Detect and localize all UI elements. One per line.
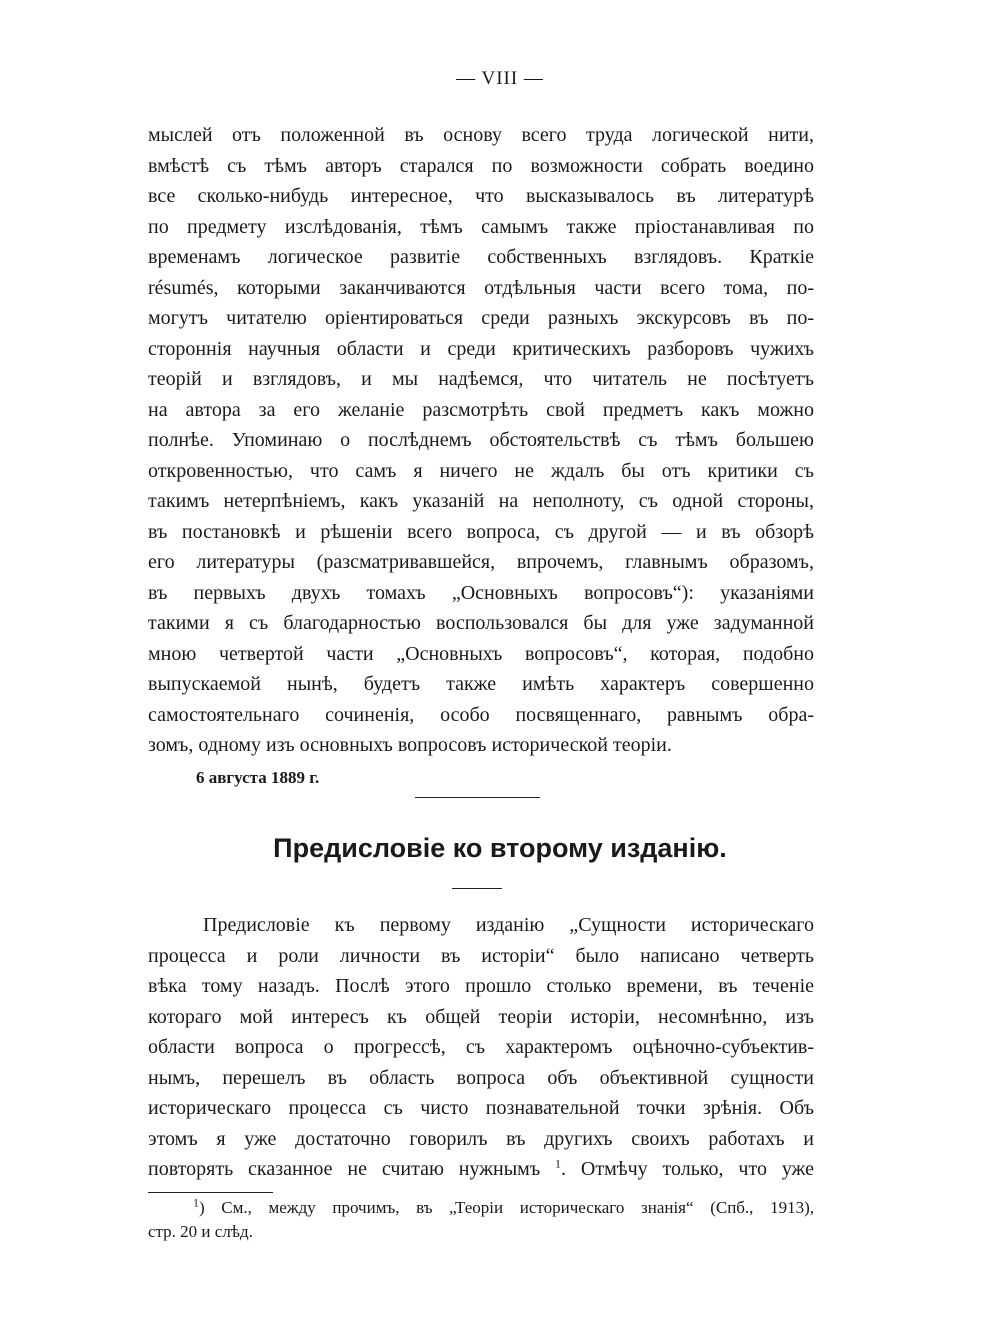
text-line: стороннія научныя области и среди критическихъ разборовъ чужихъ: [148, 337, 814, 360]
text-line: самостоятельнаго сочиненія, особо посвященнаго, равнымъ обра-: [148, 703, 814, 726]
text-line: выпускаемой нынѣ, будетъ также имѣть характеръ совершенно: [148, 673, 814, 695]
section-divider: [415, 797, 540, 798]
text-line: по предмету изслѣдованія, тѣмъ самымъ также пріостанавливая по: [148, 215, 814, 238]
text-line: области вопроса о прогрессѣ, съ характеромъ оцѣночно-субъектив-: [148, 1036, 814, 1058]
text-line: все сколько-нибудь интересное, что высказывалось въ литературѣ: [148, 185, 814, 207]
text-line: въ первыхъ двухъ томахъ „Основныхъ вопросовъ“): указаніями: [148, 581, 814, 604]
text-line: такими я съ благодарностью воспользовался бы для уже задуманной: [148, 612, 814, 634]
footnote-divider: [148, 1192, 273, 1193]
footnote-mark: 1: [193, 1195, 199, 1210]
text-line: мною четвертой части „Основныхъ вопросовъ“, которая, подобно: [148, 642, 814, 665]
text-line: этомъ я уже достаточно говорилъ въ другихъ своихъ работахъ и: [148, 1127, 814, 1150]
text-line: résumés, которыми заканчиваются отдѣльныя части всего тома, по-: [148, 276, 814, 299]
text-line: мыслей отъ положенной въ основу всего труда логической нити,: [148, 124, 814, 146]
text-line: временамъ логическое развитіе собственныхъ взглядовъ. Краткіе: [148, 246, 814, 268]
text-line: на автора за его желаніе разсмотрѣть свой предметъ какъ можно: [148, 398, 814, 421]
text-line: теорій и взглядовъ, и мы надѣемся, что читатель не посѣтуетъ: [148, 368, 814, 390]
text-line: котораго мой интересъ къ общей теоріи исторіи, несомнѣнно, изъ: [148, 1005, 814, 1028]
footnote-reference[interactable]: 1: [555, 1156, 562, 1171]
text-line: нымъ, перешелъ въ область вопроса объ объективной сущности: [148, 1066, 814, 1089]
text-line: вмѣстѣ съ тѣмъ авторъ старался по возможности собрать воедино: [148, 154, 814, 177]
text-line: такимъ нетерпѣніемъ, какъ указаній на неполноту, съ одной стороны,: [148, 490, 814, 512]
footnote-line-1: [148, 1196, 814, 1220]
text-line: полнѣе. Упоминаю о послѣднемъ обстоятельствѣ съ тѣмъ большею: [148, 429, 814, 451]
title-underline: [452, 888, 502, 889]
footnote-line-2: стр. 20 и слѣд.: [148, 1222, 253, 1241]
text-line: процесса и роли личности въ исторіи“ было написано четверть: [148, 944, 814, 967]
footnote-text: ) См., между прочимъ, въ „Теоріи историческаго знанія“ (Спб., 1913),: [199, 1198, 814, 1217]
text-line: вѣка тому назадъ. Послѣ этого прошло столько времени, въ теченіе: [148, 975, 814, 997]
preface-first-edition-text: [148, 120, 814, 761]
text-fragment: повторять сказанное не считаю нужнымъ: [148, 1158, 541, 1180]
footnote: [148, 1196, 814, 1244]
text-line: зомъ, одному изъ основныхъ вопросовъ исторической теоріи.: [148, 734, 672, 756]
text-line: историческаго процесса съ чисто познавательной точки зрѣнія. Объ: [148, 1097, 814, 1119]
text-line: Предисловіе къ первому изданію „Сущности историческаго: [203, 914, 814, 936]
text-fragment: . Отмѣчу только, что уже: [561, 1158, 814, 1180]
text-line: въ постановкѣ и рѣшеніи всего вопроса, съ другой — и въ обзорѣ: [148, 520, 814, 543]
text-line-with-footnote-ref: [148, 1154, 814, 1185]
page-number: — VIII —: [456, 68, 544, 89]
text-line: могутъ читателю оріентироваться среди разныхъ экскурсовъ въ по-: [148, 307, 814, 329]
section-title: Предисловіе ко второму изданію.: [273, 833, 727, 863]
text-line: его литературы (разсматривавшейся, впрочемъ, главнымъ образомъ,: [148, 551, 814, 573]
preface-second-edition-text: [148, 910, 814, 1185]
text-line: откровенностью, что самъ я ничего не ждалъ бы отъ критики съ: [148, 459, 814, 482]
preface-date: 6 августа 1889 г.: [196, 768, 320, 787]
